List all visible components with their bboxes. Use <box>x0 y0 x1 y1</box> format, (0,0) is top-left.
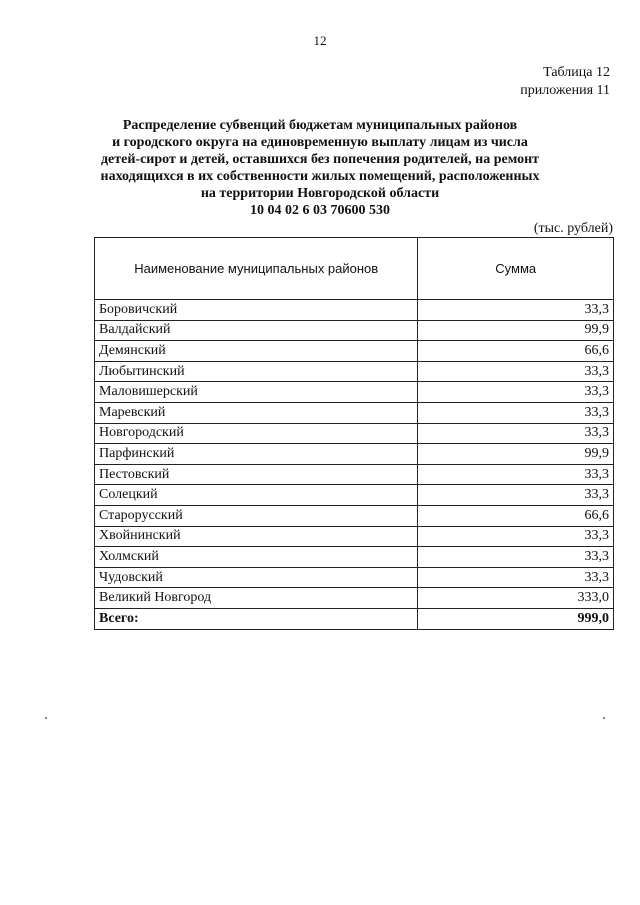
district-name: Пестовский <box>95 464 418 485</box>
district-name: Чудовский <box>95 567 418 588</box>
document-title <box>80 117 560 219</box>
district-sum: 99,9 <box>418 444 614 465</box>
district-sum: 99,9 <box>418 320 614 341</box>
column-header-name: Наименование муниципальных районов <box>95 238 418 300</box>
total-label: Всего: <box>95 608 418 629</box>
table-row <box>95 567 614 588</box>
table-row <box>95 485 614 506</box>
district-sum: 333,0 <box>418 588 614 609</box>
total-sum: 999,0 <box>418 608 614 629</box>
table-row <box>95 423 614 444</box>
table-reference-line-1: Таблица 12 <box>543 65 610 80</box>
units-label: (тыс. рублей) <box>533 221 613 236</box>
table-row <box>95 402 614 423</box>
table-row <box>95 588 614 609</box>
scan-mark <box>603 717 605 719</box>
district-name: Новгородский <box>95 423 418 444</box>
district-sum: 33,3 <box>418 526 614 547</box>
district-sum: 33,3 <box>418 402 614 423</box>
title-line: на территории Новгородской области <box>200 186 440 201</box>
table-row <box>95 320 614 341</box>
district-sum: 33,3 <box>418 464 614 485</box>
district-name: Демянский <box>95 341 418 362</box>
title-line: находящихся в их собственности жилых помещений, расположенных <box>100 169 540 184</box>
title-line: и городского округа на единовременную выплату лицам из числа <box>112 135 528 150</box>
column-header-sum: Сумма <box>418 238 614 300</box>
district-sum: 33,3 <box>418 567 614 588</box>
budget-code-line: 10 04 02 6 03 70600 530 <box>250 203 390 218</box>
table-row <box>95 300 614 321</box>
district-name: Старорусский <box>95 505 418 526</box>
table-row <box>95 444 614 465</box>
subvention-table <box>94 237 614 630</box>
page-number: 12 <box>313 33 327 48</box>
table-header-row <box>95 238 614 300</box>
district-name: Солецкий <box>95 485 418 506</box>
total-row <box>95 608 614 629</box>
table-row <box>95 526 614 547</box>
district-sum: 33,3 <box>418 485 614 506</box>
district-name: Боровичский <box>95 300 418 321</box>
district-sum: 33,3 <box>418 547 614 568</box>
table-row <box>95 341 614 362</box>
district-name: Маловишерский <box>95 382 418 403</box>
district-name: Валдайский <box>95 320 418 341</box>
title-line: детей-сирот и детей, оставшихся без попечения родителей, на ремонт <box>100 152 540 167</box>
district-sum: 33,3 <box>418 361 614 382</box>
district-name: Парфинский <box>95 444 418 465</box>
district-name: Любытинский <box>95 361 418 382</box>
scan-mark <box>45 717 47 719</box>
title-line: Распределение субвенций бюджетам муниципальных районов <box>122 118 518 133</box>
district-sum: 33,3 <box>418 300 614 321</box>
table-row <box>95 382 614 403</box>
table-row <box>95 505 614 526</box>
table-reference <box>520 64 610 100</box>
district-name: Маревский <box>95 402 418 423</box>
table-reference-line-2: приложения 11 <box>520 83 610 98</box>
table-row <box>95 547 614 568</box>
district-sum: 33,3 <box>418 423 614 444</box>
district-name: Хвойнинский <box>95 526 418 547</box>
district-sum: 66,6 <box>418 505 614 526</box>
district-sum: 66,6 <box>418 341 614 362</box>
district-sum: 33,3 <box>418 382 614 403</box>
table-row <box>95 361 614 382</box>
district-name: Великий Новгород <box>95 588 418 609</box>
table-row <box>95 464 614 485</box>
district-name: Холмский <box>95 547 418 568</box>
